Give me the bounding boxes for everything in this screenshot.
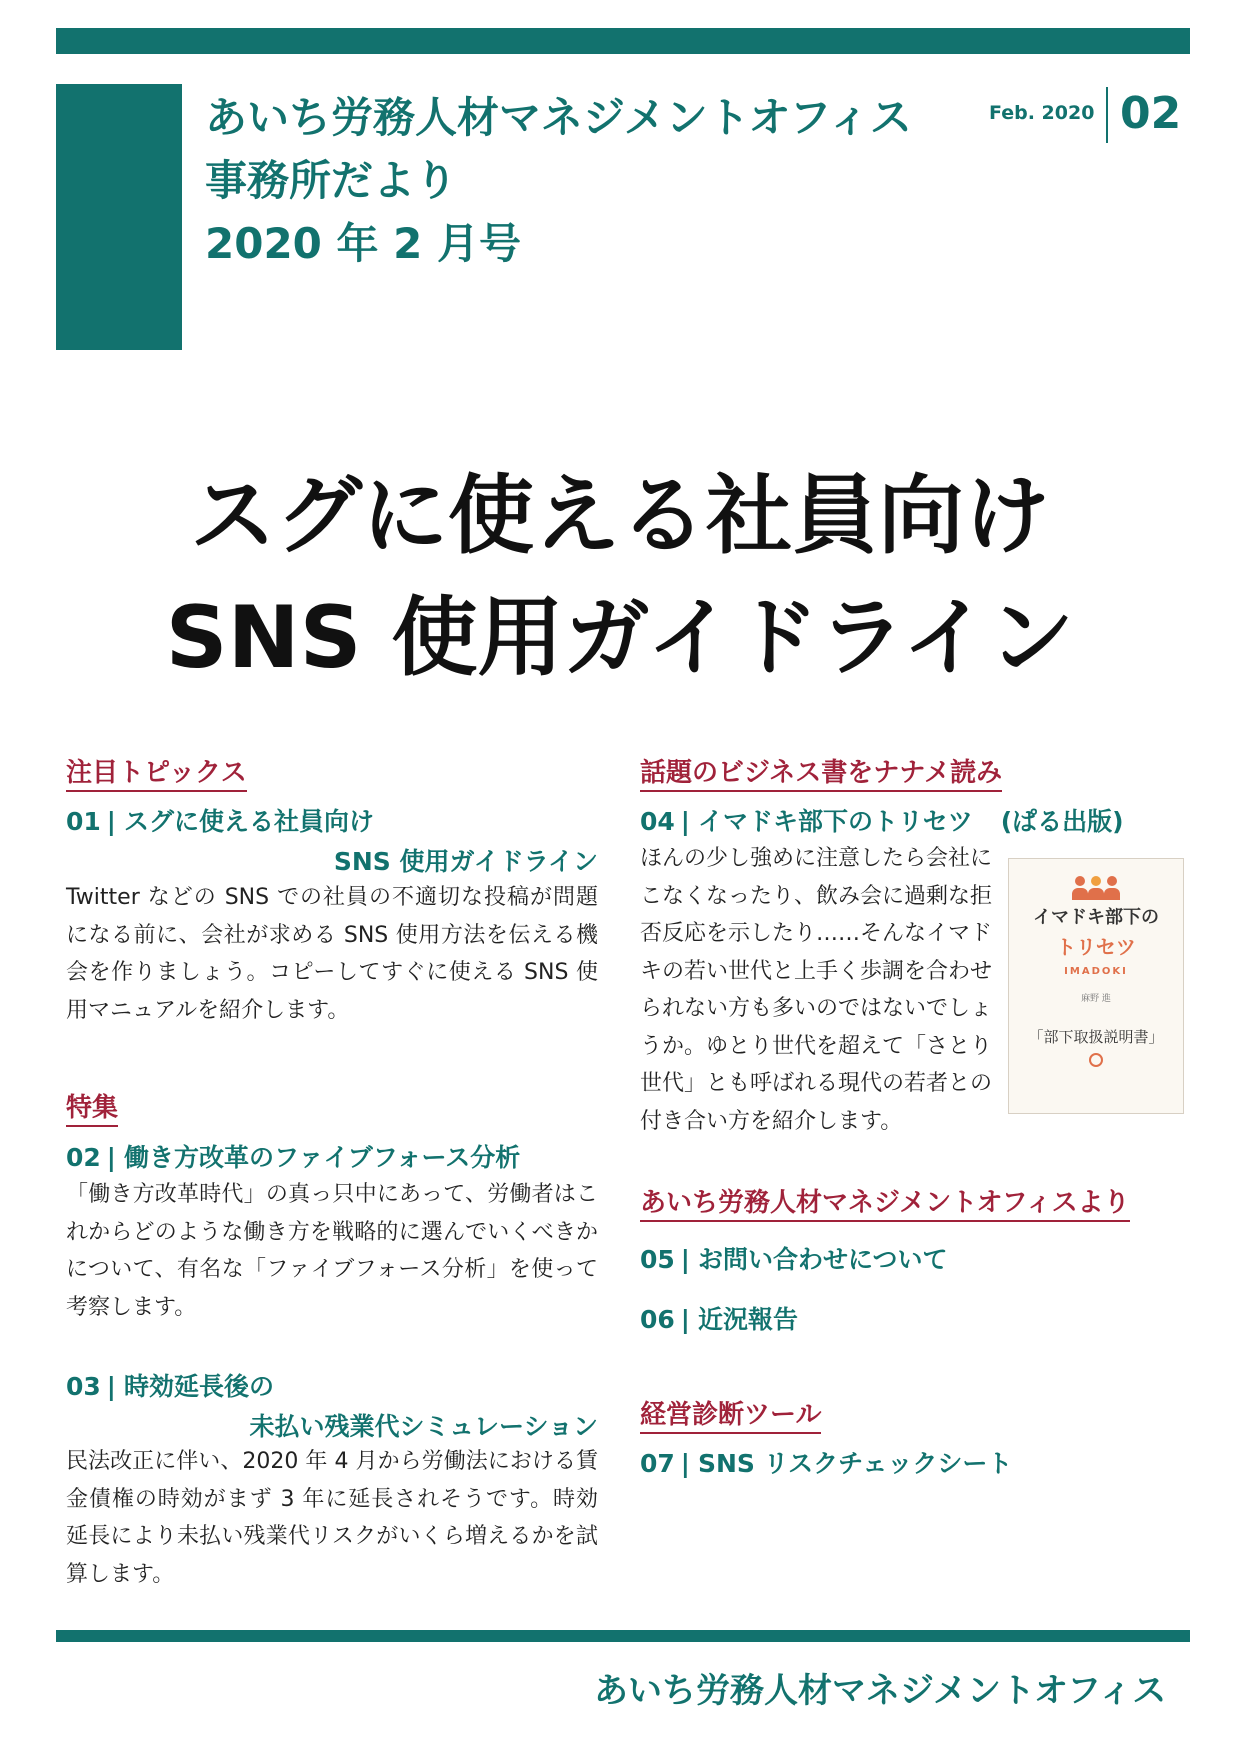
article-02-summary: 「働き方改革時代」の真っ只中にあって、労働者はこれからどのような働き方を戦略的に選んでいくべきかについて、有名な「ファイブフォース分析」を使って考察します。 bbox=[66, 1182, 598, 1320]
issue-date: Feb. 2020 bbox=[989, 102, 1095, 124]
article-04-summary: ほんの少し強めに注意したら会社にこなくなったり、飲み会に過剰な拒否反応を示したり……そんなイマドキの若い世代と上手く歩調を合わせられない方も多いのではないでしょうか。ゆとり世代を超えて「さとり世代」とも呼ばれる現代の若者との付き合い方を紹介します。 bbox=[640, 846, 993, 1134]
article-number: 07 bbox=[640, 1449, 675, 1478]
bottom-rule bbox=[56, 1630, 1190, 1642]
article-number: 01 bbox=[66, 807, 101, 836]
book-cover-subtitle: 「部下取扱説明書」 bbox=[1028, 1028, 1164, 1046]
article-number: 02 bbox=[66, 1143, 101, 1172]
article-03-subtitle: 未払い残業代シミュレーション bbox=[249, 1412, 598, 1441]
publisher-logo-icon bbox=[1089, 1053, 1103, 1067]
article-03-summary: 民法改正に伴い、2020 年 4 月から労働法における賃金債権の時効がまず 3 年に延長されそうです。時効延長により未払い残業代リスクがいくら増えるかを試算します。 bbox=[66, 1449, 598, 1587]
article-01-subtitle: SNS 使用ガイドライン bbox=[333, 847, 598, 876]
headline-line-1: スグに使える社員向け bbox=[190, 466, 1050, 566]
section-tools bbox=[640, 1394, 821, 1431]
article-03-title[interactable]: 03 | 時効延長後の bbox=[66, 1372, 274, 1401]
section-heading: 特集 bbox=[66, 1093, 118, 1127]
book-cover-romaji: IMADOKI bbox=[1064, 966, 1128, 977]
title-line-issue: 2020 年 2 月号 bbox=[205, 219, 521, 268]
book-cover-title-2: トリセツ bbox=[1056, 935, 1136, 959]
section-heading: 注目トピックス bbox=[66, 758, 247, 792]
title-line-office: あいち労務人材マネジメントオフィス bbox=[205, 93, 912, 142]
article-04-title[interactable]: 04 | イマドキ部下のトリセツ (ぱる出版) bbox=[640, 807, 1124, 836]
top-rule bbox=[56, 28, 1190, 54]
header-accent-block bbox=[56, 84, 182, 350]
article-title: スグに使える社員向け bbox=[123, 807, 374, 836]
article-title: イマドキ部下のトリセツ bbox=[697, 807, 973, 836]
headline-line-2: SNS 使用ガイドライン bbox=[165, 588, 1075, 688]
section-topics bbox=[66, 752, 598, 789]
article-title: 近況報告 bbox=[697, 1305, 798, 1334]
article-01-title[interactable]: 01 | スグに使える社員向け bbox=[66, 807, 374, 836]
article-01-summary: Twitter などの SNS での社員の不適切な投稿が問題になる前に、会社が求める SNS 使用方法を伝える機会を作りましょう。コピーしてすぐに使える SNS 使用マニュアルを紹介します。 bbox=[66, 885, 598, 1023]
article-number: 04 bbox=[640, 807, 675, 836]
people-illustration bbox=[1009, 871, 1183, 899]
title-line-newsletter: 事務所だより bbox=[205, 156, 458, 205]
section-feature bbox=[66, 1087, 598, 1124]
article-number: 03 bbox=[66, 1372, 101, 1401]
section-books bbox=[640, 752, 1002, 789]
article-number: 05 bbox=[640, 1245, 675, 1274]
article-title: SNS リスクチェックシート bbox=[697, 1449, 1013, 1478]
section-heading: あいち労務人材マネジメントオフィスより bbox=[640, 1188, 1130, 1222]
article-number: 06 bbox=[640, 1305, 675, 1334]
article-02-title[interactable]: 02 | 働き方改革のファイブフォース分析 bbox=[66, 1143, 521, 1172]
article-title: 時効延長後の bbox=[123, 1372, 274, 1401]
section-heading: 話題のビジネス書をナナメ読み bbox=[640, 758, 1002, 792]
publisher: (ぱる出版) bbox=[1000, 807, 1124, 836]
section-heading: 経営診断ツール bbox=[640, 1400, 821, 1434]
article-07-title[interactable]: 07 | SNS リスクチェックシート bbox=[640, 1449, 1013, 1478]
issue-number: 02 bbox=[1120, 88, 1182, 139]
footer-office-name: あいち労務人材マネジメントオフィス bbox=[594, 1671, 1167, 1711]
article-title: 働き方改革のファイブフォース分析 bbox=[123, 1143, 521, 1172]
article-05-title[interactable]: 05 | お問い合わせについて bbox=[640, 1245, 948, 1274]
book-cover-title: イマドキ部下の bbox=[1033, 907, 1159, 928]
newsletter-title bbox=[205, 86, 985, 275]
header-divider bbox=[1106, 87, 1108, 143]
cover-headline bbox=[40, 455, 1200, 699]
book-cover-image bbox=[1008, 858, 1184, 1114]
article-title: お問い合わせについて bbox=[697, 1245, 948, 1274]
section-office bbox=[640, 1182, 1130, 1219]
book-cover-author: 麻野 進 bbox=[1081, 994, 1111, 1004]
article-06-title[interactable]: 06 | 近況報告 bbox=[640, 1305, 798, 1334]
